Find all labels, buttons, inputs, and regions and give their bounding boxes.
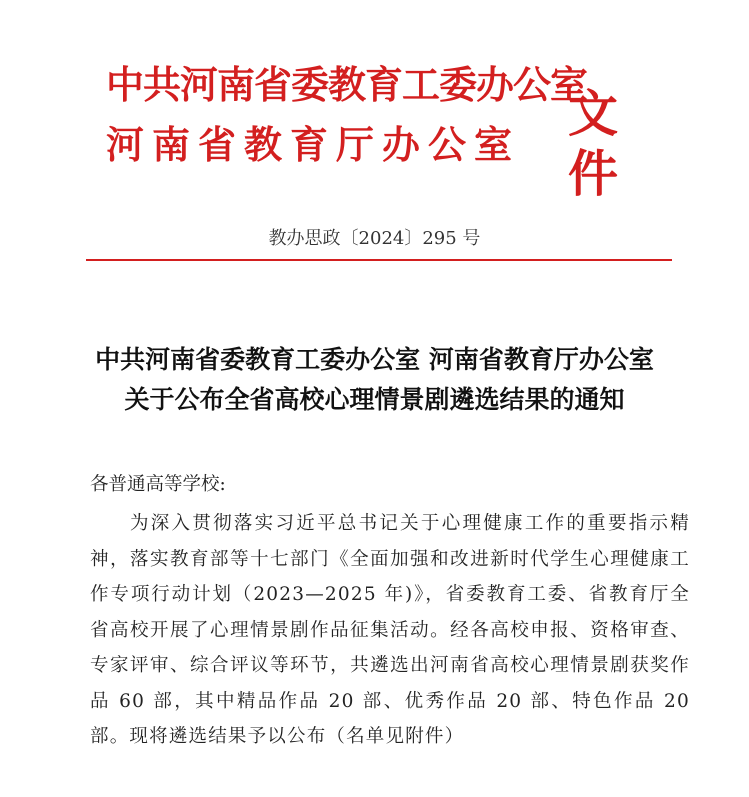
body-paragraph: 为深入贯彻落实习近平总书记关于心理健康工作的重要指示精神，落实教育部等十七部门《全面加强和改进新时代学生心理健康工作专项行动计划（2023—2025 年)》，省委教育工委、省教育厅全省高校开展了心理情景剧作品征集活动。经各高校申报、资格审查、专家评审、综合评议等环节，共遴选出河南省高校心理情景剧获奖作品 60 部，其中精品作品 20 部、优秀作品 20 部、特色作品 20 部。现将遴选结果予以公布（名单见附件） [90, 513, 690, 747]
document-number: 教办思政〔2024〕295 号 [268, 228, 481, 249]
notice-title [0, 340, 749, 420]
issuing-org-2: 河南省教育厅办公室 [106, 122, 521, 167]
red-divider [86, 259, 672, 261]
notice-title-line-1: 中共河南省委教育工委办公室 河南省教育厅办公室 [95, 345, 654, 374]
document-type-label: 文件 [568, 84, 620, 203]
red-header [106, 62, 666, 203]
notice-title-line-2: 关于公布全省高校心理情景剧遴选结果的通知 [124, 385, 625, 414]
issuing-org-1: 中共河南省委教育工委办公室 [106, 62, 588, 107]
salutation: 各普通高等学校: [90, 474, 226, 495]
